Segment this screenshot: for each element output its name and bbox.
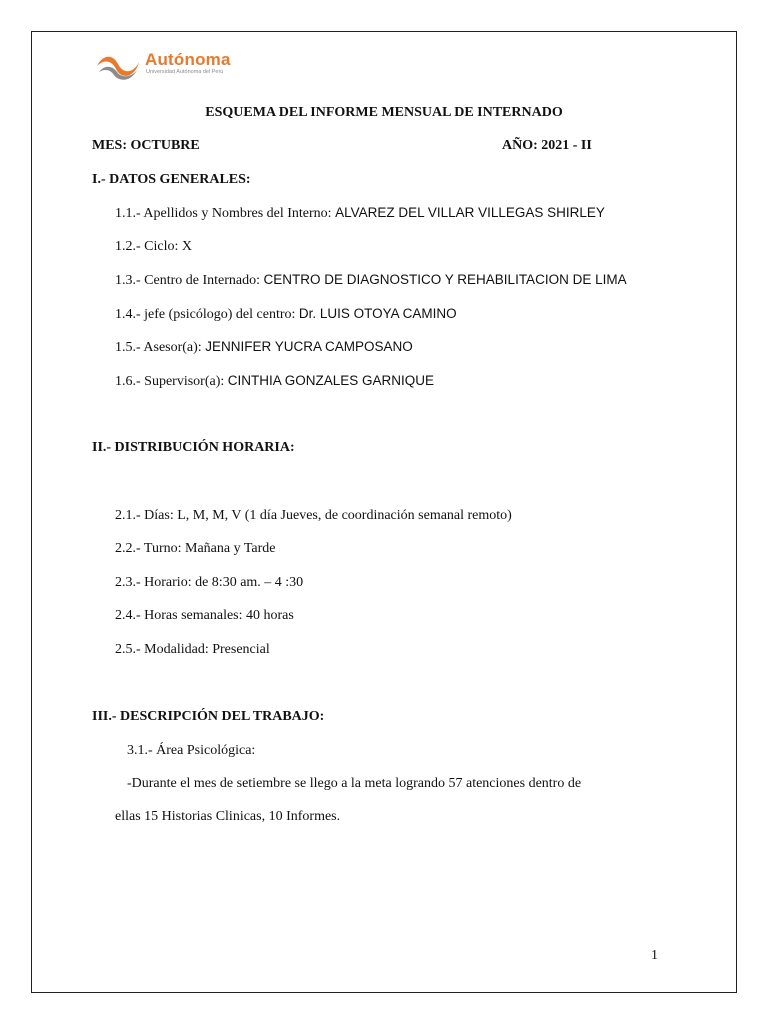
- university-logo: [95, 50, 245, 82]
- item-1-6: [115, 373, 434, 390]
- section-3-subheading: 3.1.- Área Psicológica:: [127, 743, 256, 758]
- section-3-paragraph-line-2: ellas 15 Historias Clinicas, 10 Informes.: [115, 809, 341, 824]
- item-1-2-label: 1.2.- Ciclo: X: [115, 239, 192, 254]
- item-1-6-value: CINTHIA GONZALES GARNIQUE: [227, 373, 435, 388]
- autonoma-logo-icon: [95, 52, 141, 80]
- page-number: 1: [651, 948, 658, 963]
- item-2-5: 2.5.- Modalidad: Presencial: [115, 642, 270, 657]
- item-1-2: [115, 239, 192, 255]
- item-1-3-value: CENTRO DE DIAGNOSTICO Y REHABILITACION DE LIMA: [263, 272, 627, 287]
- section-2-heading: II.- DISTRIBUCIÓN HORARIA:: [92, 440, 295, 455]
- item-2-3: 2.3.- Horario: de 8:30 am. – 4 :30: [115, 575, 304, 590]
- item-2-4: 2.4.- Horas semanales: 40 horas: [115, 608, 294, 623]
- section-3-heading: III.- DESCRIPCIÓN DEL TRABAJO:: [92, 709, 325, 724]
- item-1-5-label: 1.5.- Asesor(a):: [115, 340, 206, 355]
- item-1-1-value: ALVAREZ DEL VILLAR VILLEGAS SHIRLEY: [335, 205, 605, 220]
- logo-name: Autónoma: [145, 50, 231, 69]
- year-label: AÑO: 2021 - II: [502, 138, 592, 153]
- item-1-4-value: Dr. LUIS OTOYA CAMINO: [298, 306, 457, 321]
- item-1-6-label: 1.6.- Supervisor(a):: [115, 374, 228, 389]
- section-3-paragraph-line-1: -Durante el mes de setiembre se llego a la meta logrando 57 atenciones dentro de: [127, 776, 582, 791]
- item-1-1: [115, 205, 605, 222]
- item-1-4: [115, 306, 457, 323]
- item-1-4-label: 1.4.- jefe (psicólogo) del centro:: [115, 307, 299, 322]
- item-2-2: 2.2.- Turno: Mañana y Tarde: [115, 541, 276, 556]
- month-label: MES: OCTUBRE: [92, 138, 200, 153]
- item-1-3: [115, 272, 627, 289]
- item-1-1-label: 1.1.- Apellidos y Nombres del Interno:: [115, 206, 336, 221]
- item-1-5: [115, 339, 413, 356]
- item-1-3-label: 1.3.- Centro de Internado:: [115, 273, 264, 288]
- item-1-5-value: JENNIFER YUCRA CAMPOSANO: [205, 339, 413, 354]
- section-1-heading: I.- DATOS GENERALES:: [92, 172, 251, 187]
- item-2-1: 2.1.- Días: L, M, M, V (1 día Jueves, de coordinación semanal remoto): [115, 508, 512, 523]
- logo-subtitle: Universidad Autónoma del Perú: [146, 69, 224, 75]
- document-title: ESQUEMA DEL INFORME MENSUAL DE INTERNADO: [205, 105, 563, 120]
